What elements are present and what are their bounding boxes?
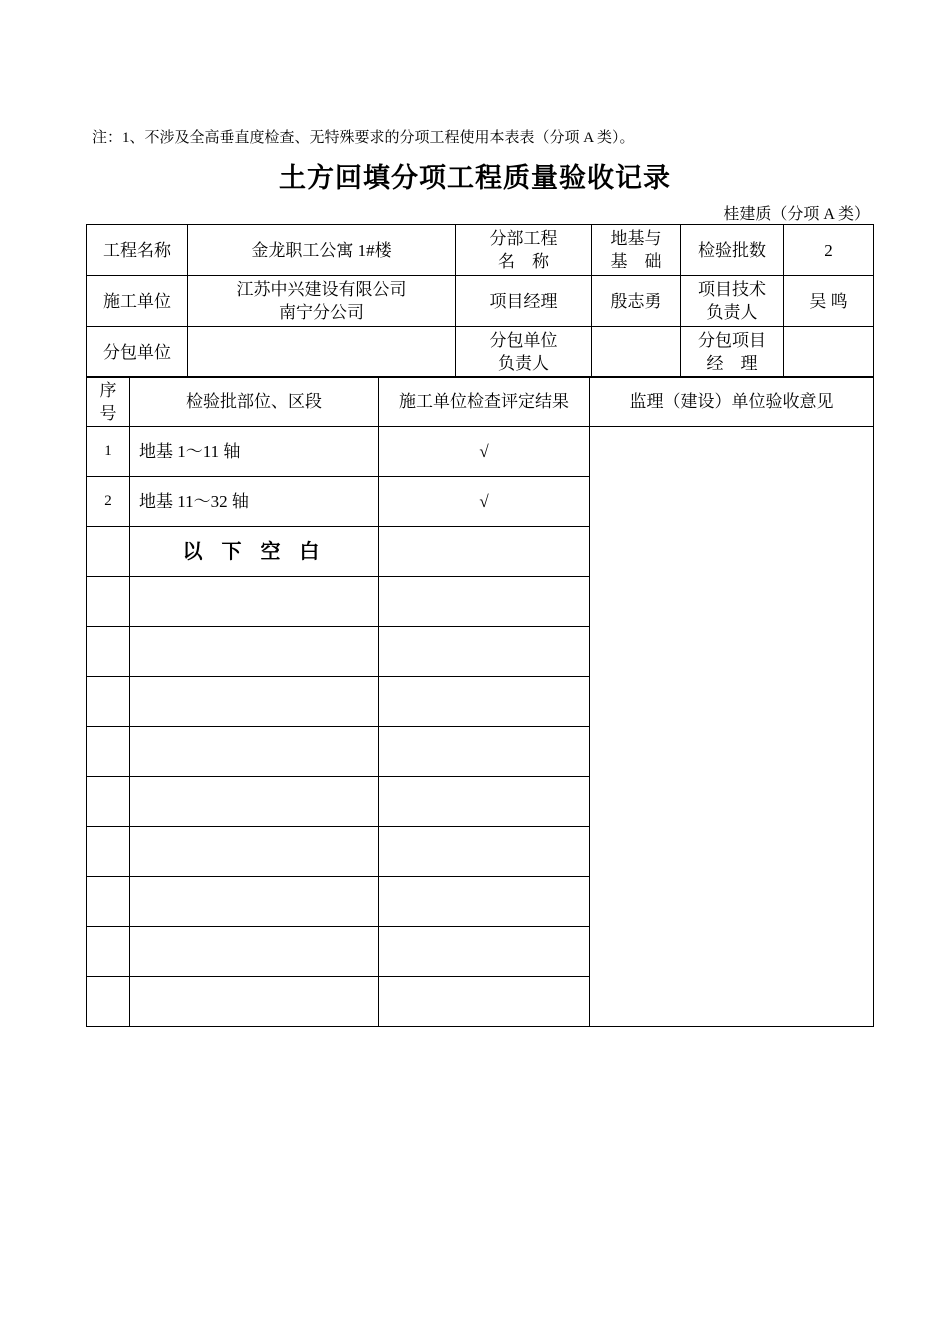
sub-head-label-line2: 负责人 bbox=[498, 354, 549, 373]
tech-lead-label-line2: 负责人 bbox=[706, 303, 758, 322]
blank-below-note: 以 下 空 白 bbox=[130, 527, 379, 577]
row-part bbox=[130, 977, 379, 1027]
sub-pm-value bbox=[784, 327, 874, 378]
contractor-value bbox=[188, 276, 456, 327]
tech-lead-label-line1: 项目技术 bbox=[698, 280, 766, 299]
inspection-table bbox=[86, 376, 874, 1027]
row-part bbox=[130, 777, 379, 827]
row-result bbox=[379, 527, 590, 577]
col-result-header: 施工单位检查评定结果 bbox=[379, 377, 590, 427]
row-seq bbox=[87, 627, 130, 677]
batch-count-label: 检验批数 bbox=[681, 225, 784, 276]
row-seq: 2 bbox=[87, 477, 130, 527]
contractor-line2: 南宁分公司 bbox=[279, 303, 364, 322]
division-value-line1: 地基与 bbox=[610, 229, 662, 248]
row-seq bbox=[87, 877, 130, 927]
row-part: 地基 1～11 轴 bbox=[130, 427, 379, 477]
row-part bbox=[130, 577, 379, 627]
row-seq bbox=[87, 577, 130, 627]
row-result bbox=[379, 627, 590, 677]
division-label bbox=[456, 225, 592, 276]
division-label-line1: 分部工程 bbox=[489, 229, 558, 248]
contractor-label: 施工单位 bbox=[87, 276, 188, 327]
row-seq bbox=[87, 827, 130, 877]
batch-count-value: 2 bbox=[784, 225, 874, 276]
row-part bbox=[130, 727, 379, 777]
tech-lead-name: 吴 鸣 bbox=[784, 276, 874, 327]
col-opinion-header: 监理（建设）单位验收意见 bbox=[590, 377, 874, 427]
row-part bbox=[130, 927, 379, 977]
inspection-header-row bbox=[87, 377, 874, 427]
row-result bbox=[379, 877, 590, 927]
sub-pm-label-line2: 经 理 bbox=[706, 354, 758, 373]
row-part bbox=[130, 877, 379, 927]
row-result bbox=[379, 677, 590, 727]
col-seq-line2: 号 bbox=[99, 403, 117, 423]
row-part bbox=[130, 627, 379, 677]
contractor-line1: 江苏中兴建设有限公司 bbox=[236, 280, 407, 299]
col-part-header: 检验批部位、区段 bbox=[130, 377, 379, 427]
row-part bbox=[130, 827, 379, 877]
row-part bbox=[130, 677, 379, 727]
table-row bbox=[87, 427, 874, 477]
project-name-label: 工程名称 bbox=[87, 225, 188, 276]
division-label-line2: 名 称 bbox=[498, 252, 549, 271]
row-seq bbox=[87, 977, 130, 1027]
division-value bbox=[592, 225, 681, 276]
division-value-line2: 基 础 bbox=[610, 252, 662, 271]
header-row-project bbox=[87, 225, 874, 276]
sub-head-label-line1: 分包单位 bbox=[489, 331, 558, 350]
subcontractor-label: 分包单位 bbox=[87, 327, 188, 378]
supervisor-opinion-cell bbox=[590, 427, 874, 1027]
header-row-contractor bbox=[87, 276, 874, 327]
sub-pm-label-line1: 分包项目 bbox=[698, 331, 766, 350]
row-seq: 1 bbox=[87, 427, 130, 477]
form-code: 桂建质（分项 A 类） bbox=[723, 206, 870, 223]
row-part: 地基 11～32 轴 bbox=[130, 477, 379, 527]
row-result: √ bbox=[379, 427, 590, 477]
header-row-subcontractor bbox=[87, 327, 874, 378]
pm-name: 殷志勇 bbox=[592, 276, 681, 327]
sub-pm-label bbox=[681, 327, 784, 378]
form-note: 注：1、不涉及全高垂直度检查、无特殊要求的分项工程使用本表表（分项 A 类）。 bbox=[92, 130, 635, 146]
row-result bbox=[379, 777, 590, 827]
row-seq bbox=[87, 927, 130, 977]
sub-head-label bbox=[456, 327, 592, 378]
row-result bbox=[379, 577, 590, 627]
row-seq bbox=[87, 677, 130, 727]
row-seq bbox=[87, 727, 130, 777]
project-name-value: 金龙职工公寓 1#楼 bbox=[188, 225, 456, 276]
header-table bbox=[86, 224, 874, 378]
tech-lead-label bbox=[681, 276, 784, 327]
col-seq-header bbox=[87, 377, 130, 427]
subcontractor-value bbox=[188, 327, 456, 378]
row-result: √ bbox=[379, 477, 590, 527]
sub-head-value bbox=[592, 327, 681, 378]
pm-label: 项目经理 bbox=[456, 276, 592, 327]
row-result bbox=[379, 727, 590, 777]
row-seq bbox=[87, 527, 130, 577]
row-result bbox=[379, 927, 590, 977]
col-seq-line1: 序 bbox=[99, 380, 117, 400]
form-title: 土方回填分项工程质量验收记录 bbox=[279, 163, 671, 194]
row-result bbox=[379, 977, 590, 1027]
row-seq bbox=[87, 777, 130, 827]
row-result bbox=[379, 827, 590, 877]
